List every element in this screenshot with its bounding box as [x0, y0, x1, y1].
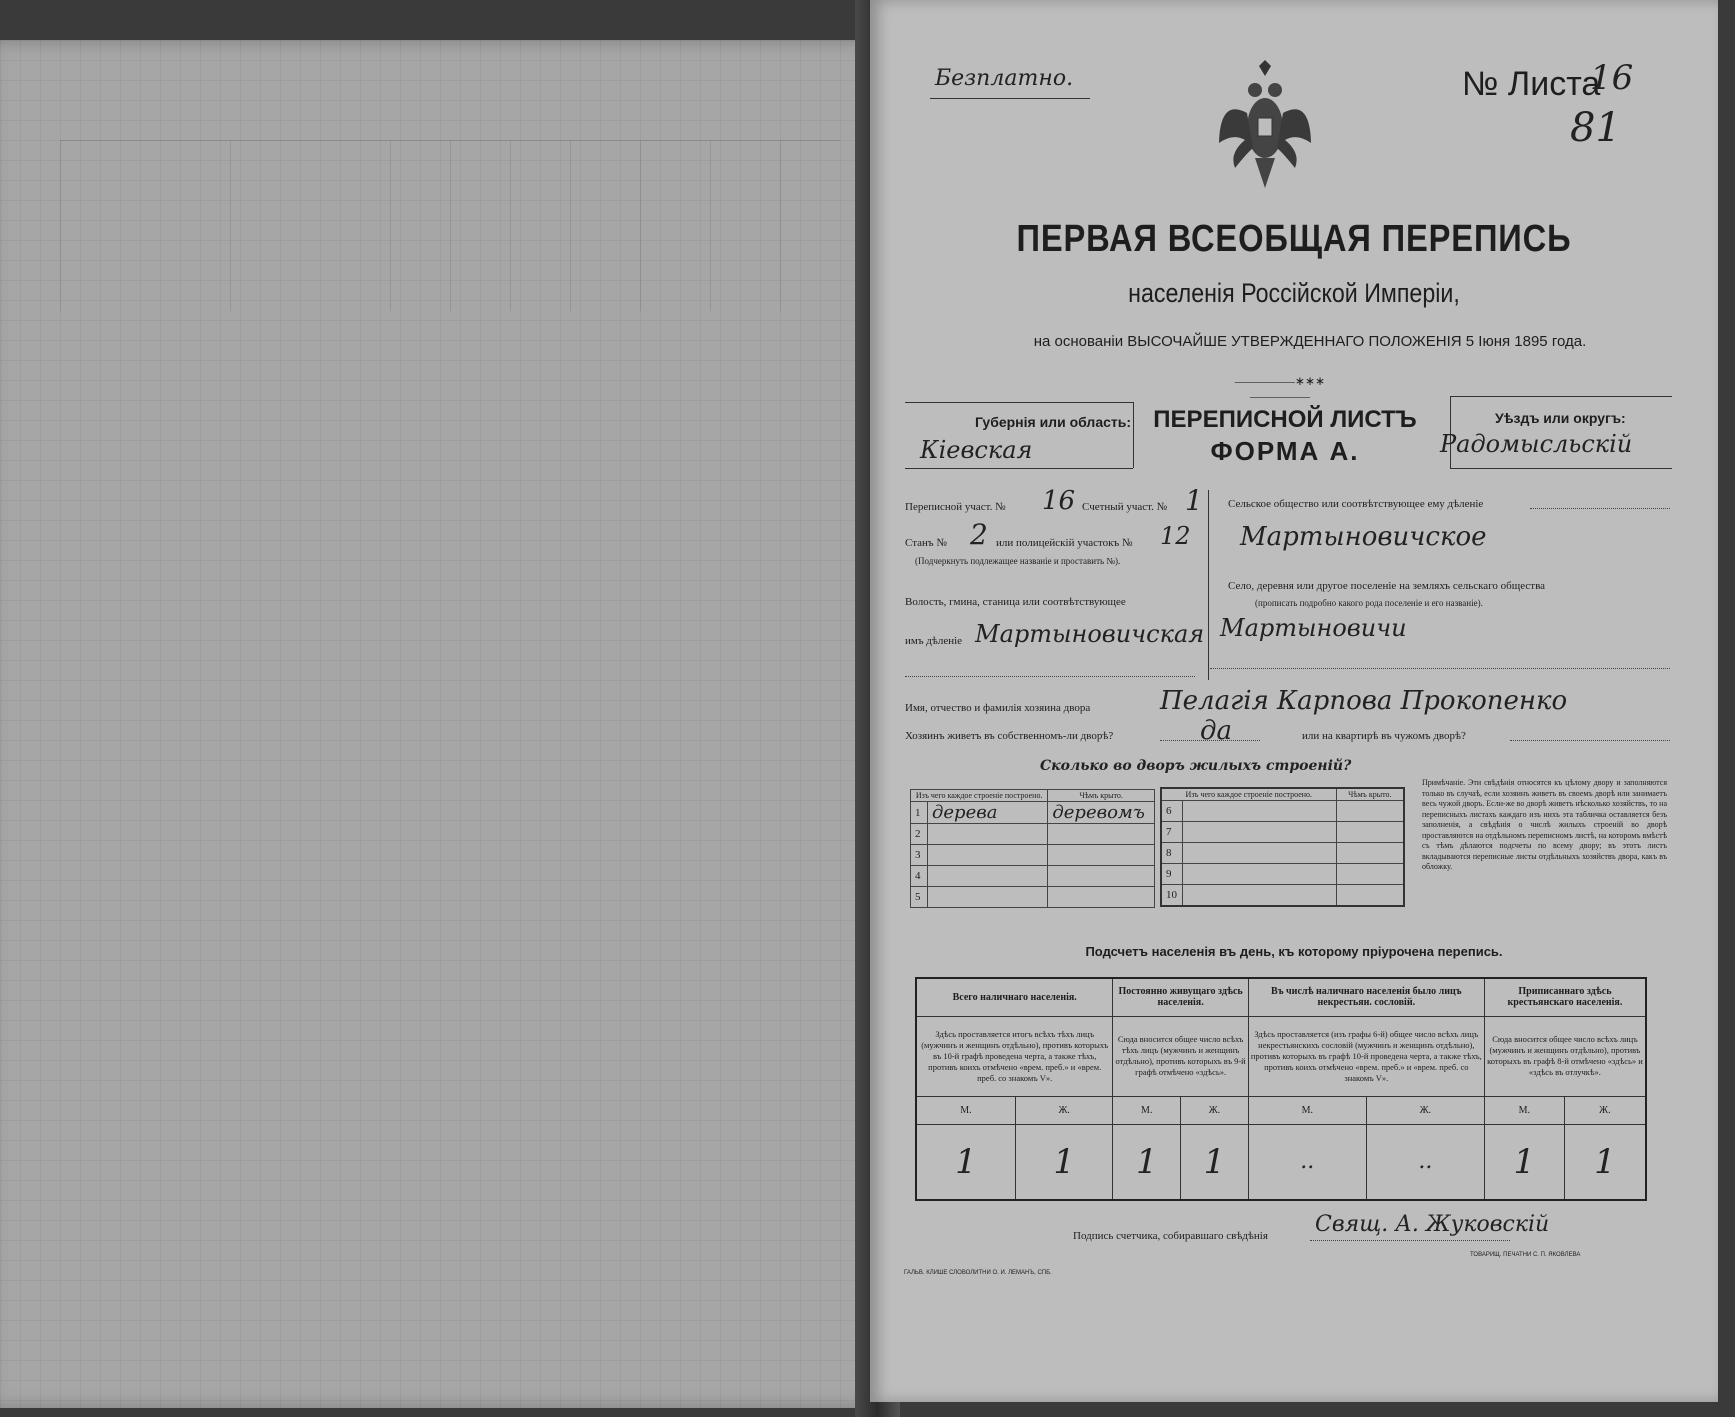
left-page: [0, 40, 895, 1408]
volost-label: Волость, гмина, станица или соотвѣтствующее: [905, 596, 1126, 608]
sheet-type-line1: ПЕРЕПИСНОЙ ЛИСТЪ: [1153, 406, 1417, 433]
imperial-eagle-icon: [1215, 58, 1315, 198]
count-district-label: Счетный участ. №: [1082, 501, 1168, 513]
total-male: 1: [916, 1124, 1015, 1200]
ornament-divider: —————∗∗∗—————: [1234, 374, 1326, 403]
sheet-number-alt: 81: [1570, 105, 1621, 151]
province-label: Губернія или область:: [975, 414, 1132, 430]
uyezd-label: Уѣздъ или округъ:: [1495, 410, 1626, 426]
province-value: Кіевская: [920, 436, 1033, 464]
legal-basis: на основаніи ВЫСОЧАЙШЕ УТВЕРЖДЕННАГО ПОЛОЖЕНІЯ 5 Іюня 1895 года.: [1033, 333, 1587, 350]
population-heading: Подсчетъ населенія въ день, къ которому пріурочена перепись.: [1085, 944, 1503, 959]
volost-label-2: имъ дѣленіе: [905, 635, 963, 647]
census-form-page: [870, 0, 1718, 1402]
permanent-female: 1: [1181, 1124, 1249, 1200]
rent-label: или на квартирѣ въ чужомъ дворѣ?: [1302, 730, 1466, 742]
signature-value: Свящ. А. Жуковскій: [1315, 1212, 1550, 1237]
population-table: Всего наличнаго населенія. Постоянно живущаго здѣсь населенія. Въ числѣ наличнаго населенія было лицъ некрестьян. сословій. Приписаннаго здѣсь крестьянскаго населенія. Здѣсь проставляется итогъ всѣхъ тѣхъ лицъ (мужчинъ и женщинъ отдѣльно), противъ которыхъ въ 10-й графѣ проведена черта, а также тѣхъ, противъ коихъ отмѣчено «врем. преб.» и «врем. преб. со знакомъ V». Сюда вносится общее число всѣхъ тѣхъ лицъ (мужчинъ и женщинъ отдѣльно), противъ которыхъ въ 9-й графѣ отмѣчено «здѣсь». Здѣсь проставляется (изъ графы 6-й) общее число всѣхъ лицъ некрестьянскихъ сословій (мужчинъ и женщинъ отдѣльно), противъ которыхъ въ графѣ 10-й проведена черта, а также тѣхъ, противъ коихъ отмѣчено «врем. преб.» и «врем. преб. со знакомъ V». Сюда вносится общее число всѣхъ лицъ (мужчинъ и женщинъ отдѣльно), противъ которыхъ въ графѣ 8-й отмѣчено «здѣсь» и «здѣсь въ отлучкѣ». М. Ж. М. Ж. М. Ж. М. Ж. 1 1 1 1 .. .. 1 1: [915, 977, 1647, 1201]
sheet-type-line2: ФОРМА А.: [1210, 436, 1360, 466]
census-district-value: 16: [1042, 486, 1076, 516]
registered-peasant-female: 1: [1564, 1124, 1646, 1200]
sheet-number-value: 16: [1590, 58, 1634, 98]
census-district-label: Переписной участ. №: [905, 501, 1006, 513]
signature-label: Подпись счетчика, собиравшаго свѣдѣнія: [1073, 1230, 1268, 1242]
underline-note: (Подчеркнуть подлежащее названіе и проставить №).: [915, 556, 1121, 566]
total-female: 1: [1015, 1124, 1112, 1200]
society-value: Мартыновичское: [1240, 522, 1487, 552]
buildings-question: Сколько во дворъ жилыхъ строеній?: [1040, 758, 1352, 774]
non-peasant-female: ..: [1366, 1124, 1484, 1200]
buildings-table-right: Изъ чего каждое строеніе построено. Чѣмъ крыто. 6 7 8 9 10: [1160, 787, 1405, 907]
police-label: или полицейскій участокъ №: [996, 537, 1133, 549]
village-label: Село, деревня или другое поселеніе на земляхъ сельскаго общества: [1228, 580, 1546, 592]
count-district-value: 1: [1185, 484, 1203, 517]
society-label: Сельское общество или соотвѣтствующее ему дѣленіе: [1228, 498, 1484, 510]
free-label: Безплатно.: [935, 66, 1074, 91]
volost-value: Мартыновичская: [975, 620, 1205, 648]
stan-value: 2: [970, 518, 988, 551]
form-subtitle: населенія Россійской Имперіи,: [1128, 278, 1460, 308]
sheet-number-label: № Листа: [1462, 65, 1601, 103]
own-yard-label: Хозяинъ живетъ въ собственномъ-ли дворѣ?: [905, 730, 1114, 742]
registered-peasant-male: 1: [1484, 1124, 1564, 1200]
permanent-male: 1: [1113, 1124, 1181, 1200]
form-title: ПЕРВАЯ ВСЕОБЩАЯ ПЕРЕПИСЬ: [1016, 218, 1572, 260]
buildings-note: Примѣчаніе. Эти свѣдѣнія относятся къ цѣлому двору и заполняются только въ случаѣ, если хозяинъ живетъ въ своемъ дворѣ или занимаетъ весь чужой дворъ. Если-же во дворѣ живетъ нѣсколько хозяйствъ, то на переписныхъ листахъ каждаго изъ нихъ эта табличка оставляется безъ заполненія, а свѣдѣнія о числѣ жилыхъ строеній во дворѣ проставляются на отдѣльномъ переписномъ листѣ, на которомъ вмѣстѣ съ тѣмъ дѣлаются подсчеты по всему двору; въ этотъ листъ вкладываются переписные листы отдѣльныхъ хозяйствъ двора, какъ въ обложку.: [1422, 778, 1667, 871]
village-value: Мартыновичи: [1220, 614, 1407, 642]
bleed-through-table: [60, 140, 840, 311]
owner-name-value: Пелагія Карпова Прокопенко: [1160, 686, 1568, 716]
col-roof: Чѣмъ крыто.: [1048, 790, 1155, 802]
non-peasant-male: ..: [1248, 1124, 1366, 1200]
owner-name-label: Имя, отчество и фамилія хозяина двора: [905, 702, 1091, 714]
stan-label: Станъ №: [905, 537, 947, 549]
police-value: 12: [1160, 522, 1191, 550]
printer-left: ГАЛЬВ. КЛИШЕ СЛОВОЛИТНИ О. И. ЛЕМАНЪ, СПБ.: [904, 1270, 1052, 1276]
uyezd-value: Радомысльскій: [1440, 430, 1633, 458]
own-yard-value: да: [1200, 716, 1232, 746]
col-material: Изъ чего каждое строеніе построено.: [911, 790, 1048, 802]
printer-right: ТОВАРИЩ. ПЕЧАТНИ С. П. ЯКОВЛЕВА: [1470, 1252, 1581, 1258]
village-note: (прописать подробно какого рода поселеніе и его названіе).: [1255, 598, 1483, 608]
buildings-table-left: Изъ чего каждое строеніе построено. Чѣмъ крыто. 1 дерева деревомъ 2 3 4 5: [910, 789, 1155, 908]
